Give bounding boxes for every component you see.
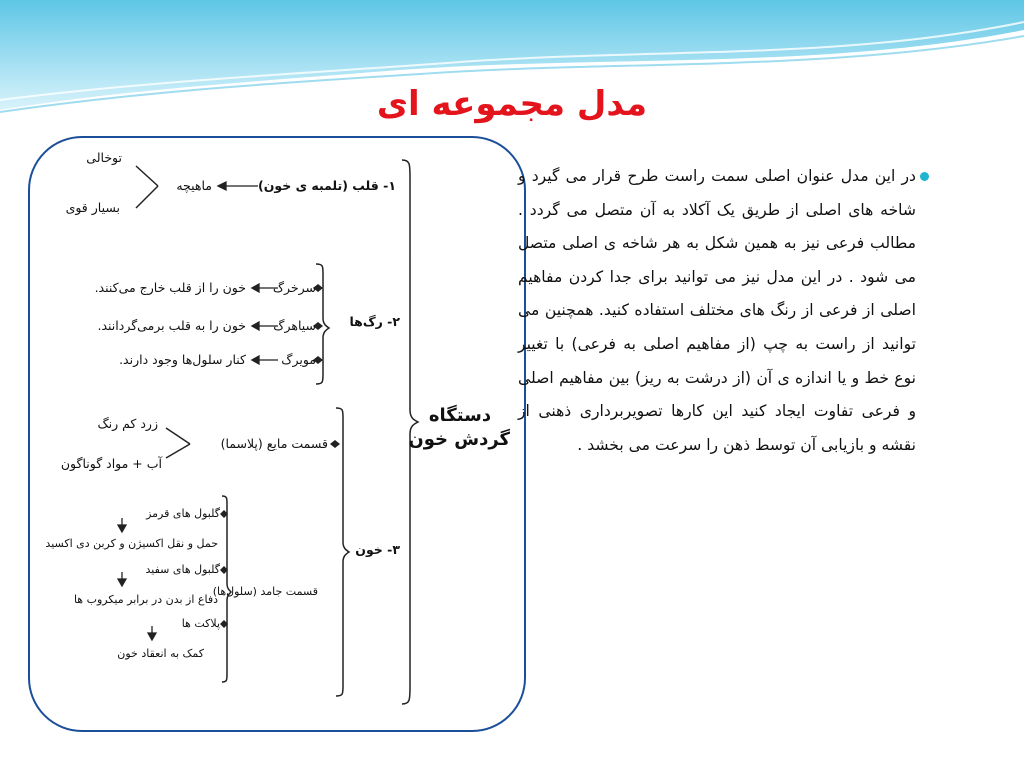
vessels-branch: ۲- رگ‌ها	[349, 314, 400, 329]
heart-branch: ۱- قلب (تلمبه ی خون)	[257, 178, 396, 193]
thin-label: توخالی	[86, 150, 122, 165]
capillary-desc: کنار سلول‌ها وجود دارند.	[119, 352, 246, 367]
rbc-label: گلبول های قرمز	[146, 507, 220, 520]
wbc-desc: دفاع از بدن در برابر میکروب ها	[73, 593, 218, 606]
muscle-label: ماهیچه	[176, 178, 212, 193]
solid-part-label: قسمت جامد (سلول‌ها)	[212, 585, 318, 598]
strong-label: بسیار قوی	[65, 200, 120, 215]
platelets-desc: کمک به انعقاد خون	[117, 647, 204, 660]
capillary-label: مویرگ	[281, 352, 316, 367]
root-line-1: دستگاه	[428, 405, 492, 426]
blood-branch: ۳- خون	[355, 542, 400, 557]
plasma-color-label: زرد کم رنگ	[97, 416, 158, 431]
artery-label: سرخرگ	[272, 280, 316, 295]
vein-label: سیاهرگ	[273, 318, 316, 333]
artery-desc: خون را از قلب خارج می‌کنند.	[94, 280, 246, 295]
diagram-root-label	[410, 404, 510, 452]
platelets-label: پلاکت ها	[181, 617, 220, 630]
circulatory-system-diagram	[28, 136, 526, 732]
slide-title: مدل مجموعه ای	[376, 84, 648, 124]
vein-desc: خون را به قلب برمی‌گردانند.	[97, 318, 246, 333]
rbc-desc: حمل و نقل اکسیژن و کربن دی اکسید	[45, 537, 218, 550]
bullet-icon	[920, 172, 929, 181]
slide-body-text: در این مدل عنوان اصلی سمت راست طرح قرار می گیرد و شاخه های اصلی از طریق یک آکلاد به آن متصل می گردد . مطالب فرعی نیز به همین شکل به هر شاخه ی اصلی متصل می شود . در این مدل نیز می توانید برای جدا کردن مفاهیم اصلی از فرعی از رنگ های مختلف استفاده کنید. همچنین می توانید از راست به چپ (از مفاهیم اصلی به فرعی) با تغییر نوع خط و یا اندازه ی آن (از درشت به ریز) بین مفاهیم اصلی و فرعی تفاوت ایجاد کنید این کارها تصویربرداری ذهنی از نقشه و بازیابی آن توسط ذهن را سرعت می بخشد .	[518, 167, 916, 454]
root-line-2: گردش خون	[408, 429, 510, 450]
plasma-label: قسمت مایع (پلاسما)	[220, 436, 328, 451]
plasma-content-label: آب + مواد گوناگون	[60, 456, 162, 471]
wbc-label: گلبول های سفید	[145, 563, 220, 576]
